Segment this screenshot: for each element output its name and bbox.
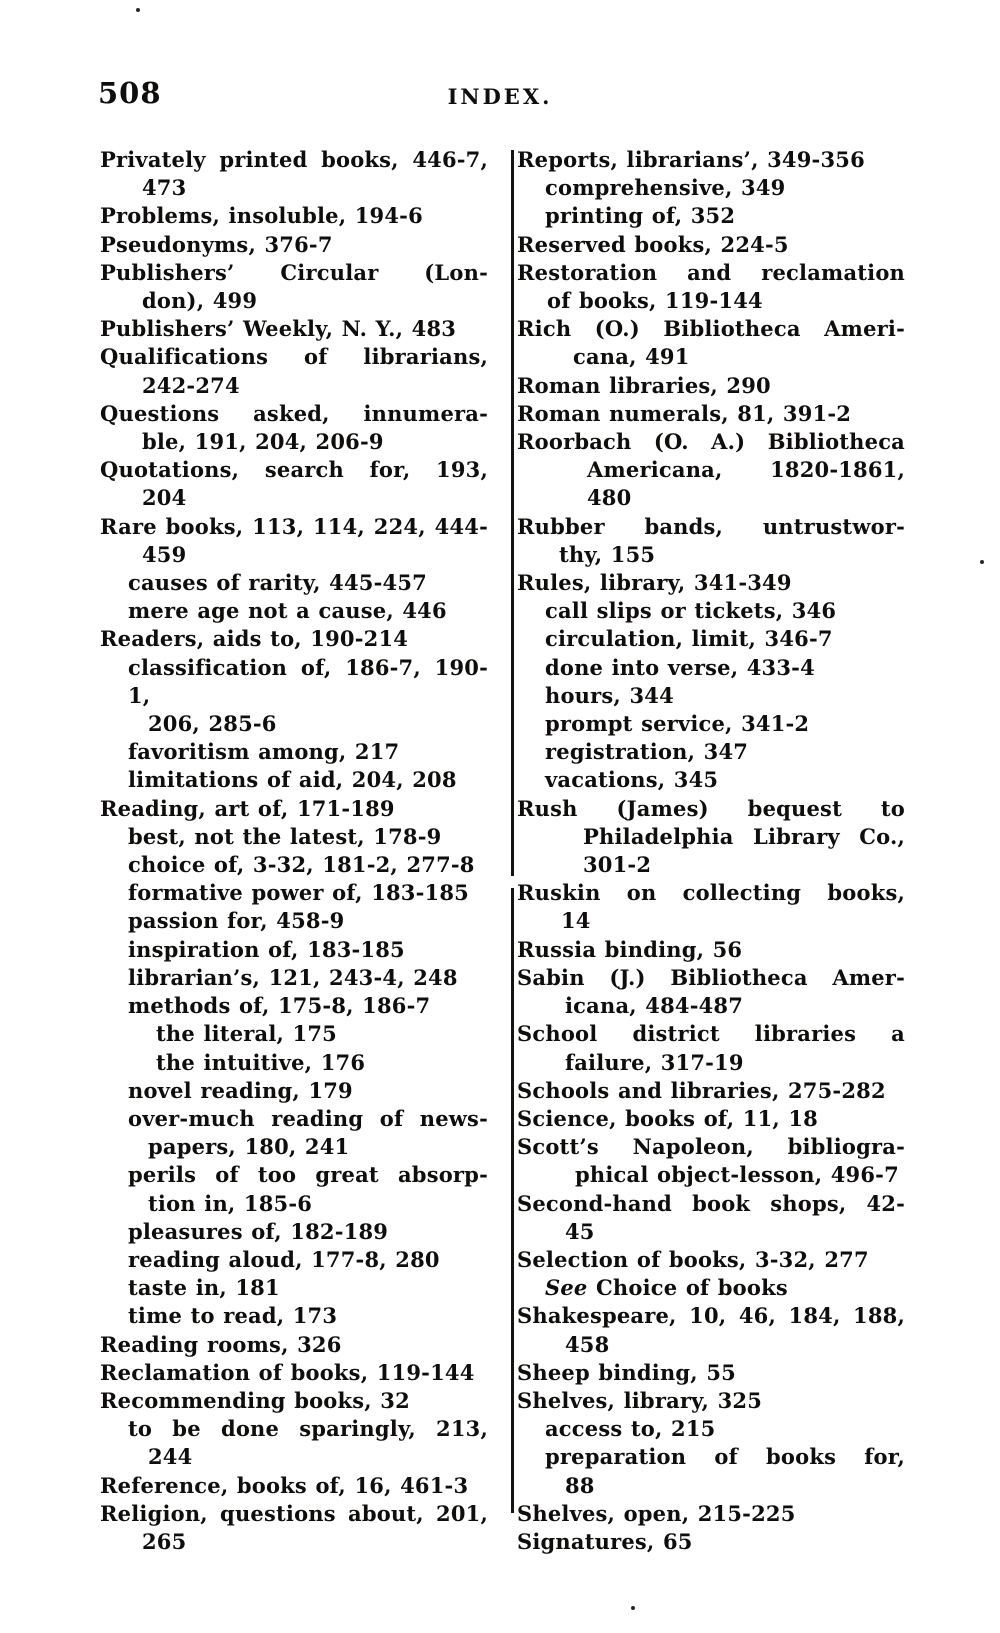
see-reference-label: See: [545, 1275, 588, 1301]
index-entry-line: Philadelphia Library Co.,: [583, 823, 905, 849]
index-entry-line: registration, 347: [545, 739, 749, 765]
index-entry-line: taste in, 181: [128, 1275, 280, 1301]
index-entry-line: over-much reading of news-: [128, 1105, 488, 1131]
scan-speck: [631, 1606, 635, 1610]
index-entry-line: Selection of books, 3-32, 277: [517, 1246, 869, 1272]
index-entry-line: Ruskin on collecting books,: [517, 880, 905, 906]
index-entry-line: reading aloud, 177-8, 280: [128, 1246, 440, 1272]
index-entry-line: 301-2: [583, 852, 652, 878]
index-entry-line: Schools and libraries, 275-282: [517, 1077, 886, 1103]
index-entry-line: favoritism among, 217: [128, 739, 400, 765]
index-entry-line: Qualifications of librarians,: [100, 344, 488, 370]
index-column-right: [517, 146, 905, 1556]
index-entry-line: librarian’s, 121, 243-4, 248: [128, 964, 458, 990]
index-entry-line: Reference, books of, 16, 461-3: [100, 1472, 469, 1498]
index-entry-line: Second-hand book shops, 42-: [517, 1190, 905, 1216]
index-entry-line: thy, 155: [559, 541, 656, 567]
index-column-left: [100, 146, 488, 1556]
index-entry-line: the literal, 175: [156, 1021, 337, 1047]
index-entry-line: ble, 191, 204, 206-9: [142, 429, 384, 455]
index-entry-line: phical object-lesson, 496-7: [575, 1162, 899, 1188]
index-entry-line: icana, 484-487: [565, 993, 744, 1019]
index-entry-line: Signatures, 65: [517, 1528, 693, 1554]
index-entry-line: 14: [561, 908, 591, 934]
index-entry-line: Reading, art of, 171-189: [100, 795, 395, 821]
index-entry-line: comprehensive, 349: [545, 175, 786, 201]
index-entry-line: access to, 215: [545, 1416, 716, 1442]
index-entry-line: vacations, 345: [545, 767, 719, 793]
index-entry-line: papers, 180, 241: [148, 1134, 350, 1160]
index-entry-line: Readers, aids to, 190-214: [100, 626, 409, 652]
index-entry-line: cana, 491: [573, 344, 690, 370]
index-entry-line: Roman numerals, 81, 391-2: [517, 400, 852, 426]
index-entry-line: tion in, 185-6: [148, 1190, 313, 1216]
index-entry-line: Rubber bands, untrustwor-: [517, 513, 905, 539]
page-number: 508: [98, 76, 162, 110]
index-entry-line: 206, 285-6: [148, 711, 277, 737]
running-head-title: INDEX.: [447, 84, 553, 109]
index-entry-line: passion for, 458-9: [128, 908, 345, 934]
column-divider-rule-bottom: [511, 888, 514, 1513]
index-entry-line: 473: [142, 175, 187, 201]
index-entry-line: the intuitive, 176: [156, 1049, 366, 1075]
index-entry-line: to be done sparingly, 213,: [128, 1416, 488, 1442]
index-entry-line: Reserved books, 224-5: [517, 231, 789, 257]
index-entry-line: choice of, 3-32, 181-2, 277-8: [128, 852, 475, 878]
index-entry-line: 459: [142, 541, 187, 567]
scan-speck: [136, 8, 140, 12]
index-entry-line: Rules, library, 341-349: [517, 570, 792, 596]
index-entry-line: Reading rooms, 326: [100, 1331, 342, 1357]
index-entry-line: Shelves, open, 215-225: [517, 1500, 796, 1526]
index-entry-line: perils of too great absorp-: [128, 1162, 488, 1188]
index-entry-line: School district libraries a: [517, 1021, 905, 1047]
index-entry-line: Questions asked, innumera-: [100, 400, 488, 426]
index-entry-line: 244: [148, 1444, 193, 1470]
index-entry-line: formative power of, 183-185: [128, 880, 469, 906]
index-entry-line: done into verse, 433-4: [545, 654, 815, 680]
index-entry-line: Pseudonyms, 376-7: [100, 231, 333, 257]
index-entry-line: Roman libraries, 290: [517, 372, 771, 398]
index-entry-line: causes of rarity, 445-457: [128, 570, 427, 596]
index-entry-line: printing of, 352: [545, 203, 736, 229]
index-entry-line: Russia binding, 56: [517, 936, 743, 962]
index-entry-line: 45: [565, 1218, 595, 1244]
index-entry-line: Americana, 1820-1861, 480: [587, 457, 905, 511]
index-entry-line: circulation, limit, 346-7: [545, 626, 833, 652]
index-entry-line: prompt service, 341-2: [545, 711, 810, 737]
index-entry-line: 265: [142, 1528, 187, 1554]
index-entry-line: inspiration of, 183-185: [128, 936, 405, 962]
index-entry-line: don), 499: [142, 288, 258, 314]
index-entry-line: time to read, 173: [128, 1303, 338, 1329]
index-entry-line: Publishers’ Weekly, N. Y., 483: [100, 316, 457, 342]
index-entry-line: 204: [142, 485, 187, 511]
index-entry-line: best, not the latest, 178-9: [128, 823, 442, 849]
index-entry-line: See Choice of books: [545, 1275, 788, 1301]
index-entry-line: Religion, questions about, 201,: [100, 1500, 488, 1526]
index-entry-line: failure, 317-19: [565, 1049, 744, 1075]
index-entry-line: Rare books, 113, 114, 224, 444-: [100, 513, 488, 539]
index-entry-line: 458: [565, 1331, 610, 1357]
index-entry-line: Privately printed books, 446-7,: [100, 147, 488, 172]
index-entry-line: 242-274: [142, 372, 240, 398]
index-entry-line: Rush (James) bequest to: [517, 795, 905, 821]
index-entry-line: call slips or tickets, 346: [545, 598, 837, 624]
index-entry-line: hours, 344: [545, 682, 674, 708]
index-entry-line: Restoration and reclamation: [517, 259, 905, 285]
index-entry-line: pleasures of, 182-189: [128, 1218, 389, 1244]
index-entry-line: methods of, 175-8, 186-7: [128, 993, 431, 1019]
index-entry-line: Quotations, search for, 193,: [100, 457, 488, 483]
index-entry-line: novel reading, 179: [128, 1077, 353, 1103]
index-entry-line: Sabin (J.) Bibliotheca Amer-: [517, 964, 905, 990]
index-entry-line: Problems, insoluble, 194-6: [100, 203, 423, 229]
index-entry-line: preparation of books for,: [545, 1444, 905, 1470]
index-entry-line: Shakespeare, 10, 46, 184, 188,: [517, 1303, 905, 1329]
index-entry-line: Publishers’ Circular (Lon-: [100, 259, 488, 285]
column-divider-rule-top: [511, 150, 514, 876]
index-entry-line: classification of, 186-7, 190-1,: [128, 654, 488, 708]
scan-speck: [980, 560, 984, 564]
index-entry-line: Shelves, library, 325: [517, 1387, 763, 1413]
index-entry-line: Science, books of, 11, 18: [517, 1105, 818, 1131]
index-entry-line: Roorbach (O. A.) Bibliotheca: [517, 429, 905, 455]
index-entry-line: Rich (O.) Bibliotheca Ameri-: [517, 316, 905, 342]
index-entry-line: Scott’s Napoleon, bibliogra-: [517, 1134, 905, 1160]
index-entry-line: mere age not a cause, 446: [128, 598, 447, 624]
index-entry-line: limitations of aid, 204, 208: [128, 767, 457, 793]
index-entry-line: 88: [565, 1472, 595, 1498]
index-entry-line: Sheep binding, 55: [517, 1359, 736, 1385]
index-entry-line: Reclamation of books, 119-144: [100, 1359, 475, 1385]
index-entry-line: of books, 119-144: [547, 288, 763, 314]
index-entry-line: Reports, librarians’, 349-356: [517, 147, 865, 172]
index-entry-line: Recommending books, 32: [100, 1387, 410, 1413]
